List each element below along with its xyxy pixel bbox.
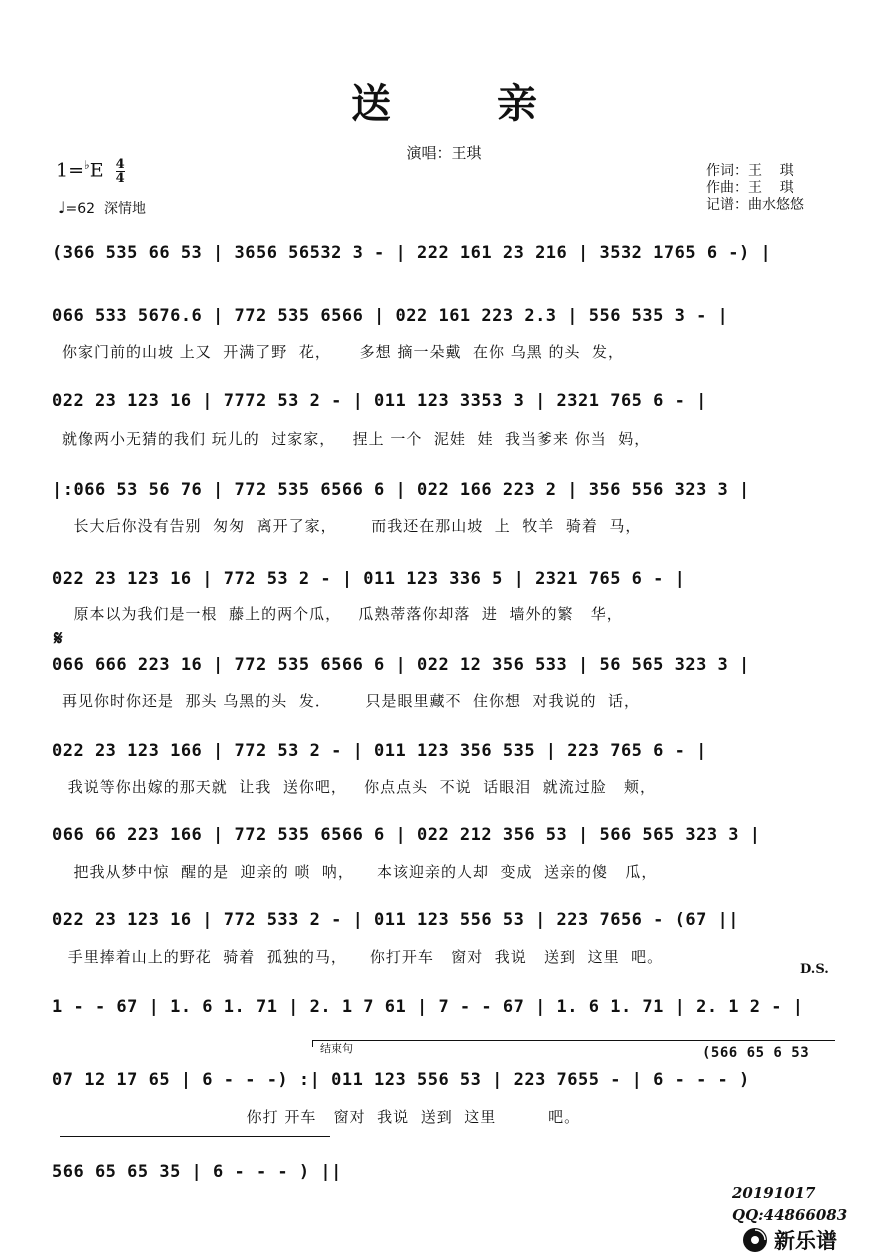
tempo-marking (58, 198, 146, 218)
credits (706, 163, 804, 214)
coda-notes: (566 65 6 53 (702, 1045, 810, 1061)
score-line-1-notes: (366 535 66 53 | 3656 56532 3 - | 222 161 23 216 | 3532 1765 6 -) | (52, 243, 772, 263)
lyric-line-7: 我说等你出嫁的那天就 让我 送你吧， 你点点头 不说 话眼泪 就流过脸 颊， (62, 778, 657, 796)
score-line-6-notes: 066 666 223 16 | 772 535 6566 6 | 022 12 356 533 | 56 565 323 3 | (52, 655, 750, 675)
time-signature: $\frac{4}{4}$ (115, 157, 125, 186)
ending-line (60, 1136, 330, 1137)
score-line-12-notes: 566 65 65 35 | 6 - - - ) || (52, 1162, 342, 1182)
key-prefix: 1= (56, 159, 85, 182)
lyric-line-11: 你打 开车 窗对 我说 送到 这里 吧。 (62, 1108, 581, 1126)
site-logo (742, 1226, 837, 1254)
ds-marking: D.S. (800, 962, 829, 977)
score-line-7-notes: 022 23 123 166 | 772 53 2 - | 011 123 356 535 | 223 765 6 - | (52, 741, 707, 761)
quarter-note-icon: ♩ (58, 198, 66, 217)
lyric-line-8: 把我从梦中惊 醒的是 迎亲的 唢 呐， 本该迎亲的人却 变成 送亲的傻 瓜， (62, 863, 658, 881)
key-note: E (89, 159, 104, 182)
lyric-line-4: 长大后你没有告别 匆匆 离开了家， 而我还在那山坡 上 牧羊 骑着 马， (62, 517, 642, 535)
score-line-10-notes: 1 - - 67 | 1. 6 1. 71 | 2. 1 7 61 | 7 - - 67 | 1. 6 1. 71 | 2. 1 2 - | (52, 997, 804, 1017)
composer: 作曲：王 琪 (706, 180, 794, 196)
lyricist: 作词：王 琪 (706, 163, 794, 179)
qq-contact: QQ:44866083 (732, 1206, 848, 1224)
tempo-value: =62 (65, 201, 96, 217)
score-line-3-notes: 022 23 123 16 | 7772 53 2 - | 011 123 3353 3 | 2321 765 6 - | (52, 391, 707, 411)
transcriber: 记谱：曲水悠悠 (706, 197, 804, 213)
score-line-8-notes: 066 66 223 166 | 772 535 6566 6 | 022 212 356 53 | 566 565 323 3 | (52, 825, 761, 845)
lyric-line-6: 再见你时你还是 那头 乌黑的头 发． 只是眼里藏不 住你想 对我说的 话， (62, 692, 641, 710)
expression-text: 深情地 (104, 201, 146, 217)
segno-icon: 𝄋 (54, 626, 63, 650)
lyric-line-2: 你家门前的山坡 上又 开满了野 花， 多想 摘一朵戴 在你 乌黑 的头 发， (62, 343, 625, 361)
score-line-4-notes: |:066 53 56 76 | 772 535 6566 6 | 022 166 223 2 | 356 556 323 3 | (52, 480, 750, 500)
score-line-2-notes: 066 533 5676.6 | 772 535 6566 | 022 161 223 2.3 | 556 535 3 - | (52, 306, 729, 326)
key-signature (56, 158, 125, 185)
date-stamp: 20191017 (732, 1184, 816, 1202)
song-title: 送 亲 (351, 80, 583, 127)
score-line-5-notes: 022 23 123 16 | 772 53 2 - | 011 123 336 5 | 2321 765 6 - | (52, 569, 686, 589)
flat-icon: ♭ (84, 158, 90, 173)
score-line-9-notes: 022 23 123 16 | 772 533 2 - | 011 123 556 53 | 223 7656 - (67 || (52, 910, 740, 930)
ending-label: 结束句 (320, 1042, 353, 1055)
record-icon (742, 1227, 768, 1253)
brand-name: 新乐谱 (774, 1229, 837, 1253)
lyric-line-5: 原本以为我们是一根 藤上的两个瓜， 瓜熟蒂落你却落 进 墙外的繁 华， (62, 605, 623, 623)
score-line-11-notes: 07 12 17 65 | 6 - - -) :| 011 123 556 53 | 223 7655 - | 6 - - - ) (52, 1070, 750, 1090)
lyric-line-9: 手里捧着山上的野花 骑着 孤独的马， 你打开车 窗对 我说 送到 这里 吧。 (62, 948, 664, 966)
lyric-line-3: 就像两小无猜的我们 玩儿的 过家家， 捏上 一个 泥娃 娃 我当爹来 你当 妈， (62, 430, 651, 448)
singer-credit: 演唱：王琪 (406, 144, 482, 162)
